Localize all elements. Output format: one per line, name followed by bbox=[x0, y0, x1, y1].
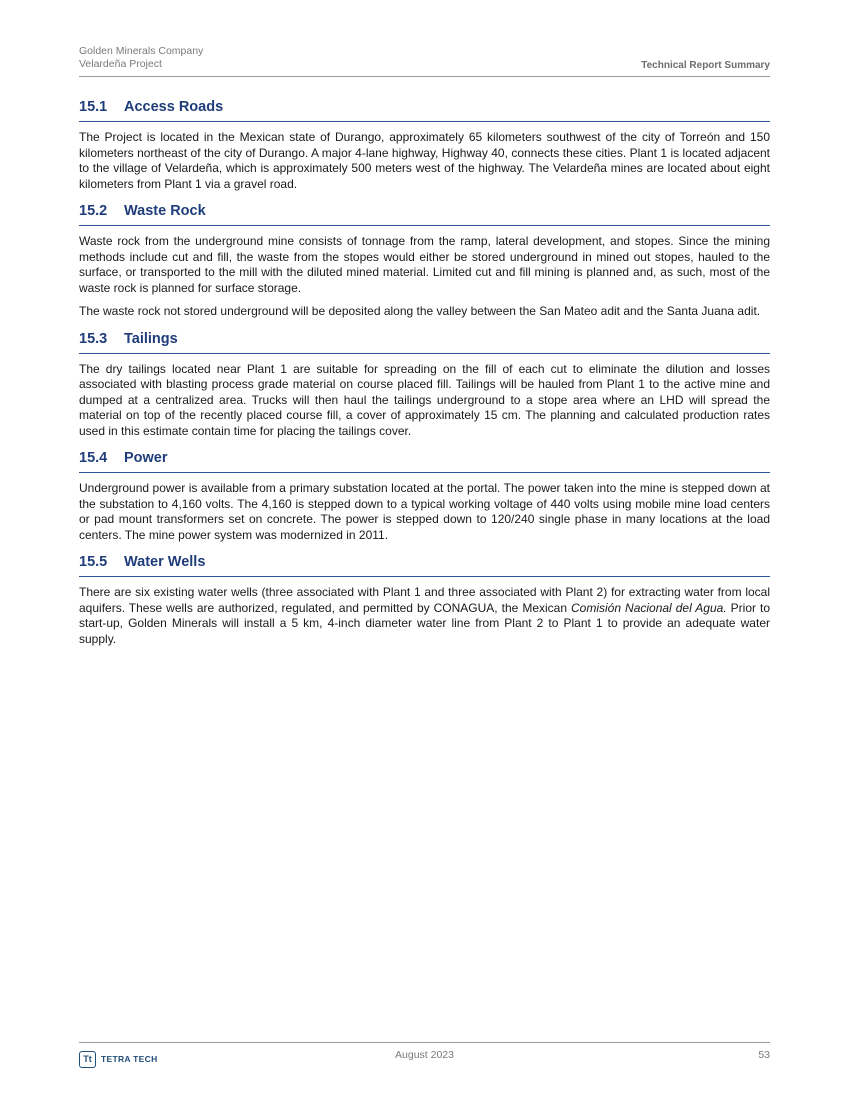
section-tailings bbox=[79, 328, 770, 440]
section-access-roads bbox=[79, 96, 770, 192]
logo-text: TETRA TECH bbox=[101, 1054, 158, 1064]
section-number: 15.5 bbox=[79, 554, 108, 570]
section-heading bbox=[79, 551, 770, 577]
section-number: 15.3 bbox=[79, 330, 108, 347]
section-heading bbox=[79, 200, 770, 226]
paragraph: Underground power is available from a primary substation located at the portal. The power taken into the mine is stepped down at the substation to 4,160 volts. The 4,160 is stepped down to a typical working voltage of 440 volts using mobile mine load centers or pad mount transformers set on concrete. The power is stepped down to 120/240 single phase in many locations at the load centers. The mine power system was modernized in 2011. bbox=[79, 481, 770, 542]
section-title: Water Wells bbox=[124, 554, 206, 570]
section-title: Tailings bbox=[124, 330, 178, 347]
paragraph: Waste rock from the underground mine consists of tonnage from the ramp, lateral development, and stopes. Since the mining methods include cut and fill, the waste from the stopes would either be stored underground in mined out stopes, hauled to the surface, or transported to the mill with the diluted mined material. Limited cut and fill mining is planned and, as such, most of the waste rock is planned for surface storage. bbox=[79, 234, 770, 295]
paragraph: The Project is located in the Mexican state of Durango, approximately 65 kilometers southwest of the city of Torreón and 150 kilometers northeast of the city of Durango. A major 4-lane highway, Highway 40, connects these cities. Plant 1 is located adjacent to the village of Velardeña, which is approximately 500 meters west of the highway. The Velardeña mines are located about eight kilometers from Plant 1 via a gravel road. bbox=[79, 130, 770, 191]
section-number: 15.4 bbox=[79, 450, 108, 466]
paragraph-italic-text: Comisión Nacional del Agua. bbox=[571, 600, 727, 615]
paragraph bbox=[79, 585, 770, 647]
section-heading bbox=[79, 447, 770, 473]
page-header bbox=[79, 45, 770, 77]
section-title: Power bbox=[124, 450, 168, 466]
section-title: Waste Rock bbox=[124, 203, 206, 219]
section-number: 15.2 bbox=[79, 203, 108, 219]
section-heading bbox=[79, 328, 770, 354]
section-power bbox=[79, 447, 770, 543]
header-project: Velardeña Project bbox=[79, 58, 162, 70]
header-company: Golden Minerals Company bbox=[79, 45, 204, 57]
paragraph: The dry tailings located near Plant 1 are suitable for spreading on the fill of each cut to eliminate the dilution and losses associated with blasting process grade material on course placed fill. Tailings will be hauled from Plant 1 to the active mine and dumped at a centralized area. Trucks will then haul the tailings underground to a stope area where an LHD will spread the material on top of the recently placed course fill, a cover of approximately 15 cm. The planning and calculated production rates used in this estimate contain time for placing the tailings cover. bbox=[79, 361, 770, 438]
section-waste-rock bbox=[79, 200, 770, 320]
section-number: 15.1 bbox=[79, 99, 108, 115]
tetra-tech-logo-icon: Tt bbox=[79, 1051, 96, 1068]
paragraph-text: There are six existing water wells (three associated with Plant 1 and three associated with Plant 2) for extracting water from local aquifers. These wells are authorized, regulated, and permitted by CONAGUA, the Mexican bbox=[79, 585, 770, 615]
page-footer bbox=[79, 1042, 770, 1073]
page-content bbox=[79, 96, 770, 655]
page-number: 53 bbox=[758, 1049, 770, 1061]
section-heading bbox=[79, 96, 770, 122]
paragraph: The waste rock not stored underground will be deposited along the valley between the San Mateo adit and the Santa Juana adit. bbox=[79, 304, 761, 318]
section-title: Access Roads bbox=[124, 99, 224, 115]
paragraph-text: Prior to start-up, Golden Minerals will install a 5 km, 4-inch diameter water line from Plant 2 to Plant 1 to provide an adequate water supply. bbox=[79, 600, 770, 646]
header-report-title: Technical Report Summary bbox=[641, 60, 770, 71]
footer-date: August 2023 bbox=[395, 1049, 454, 1061]
section-water-wells bbox=[79, 551, 770, 647]
